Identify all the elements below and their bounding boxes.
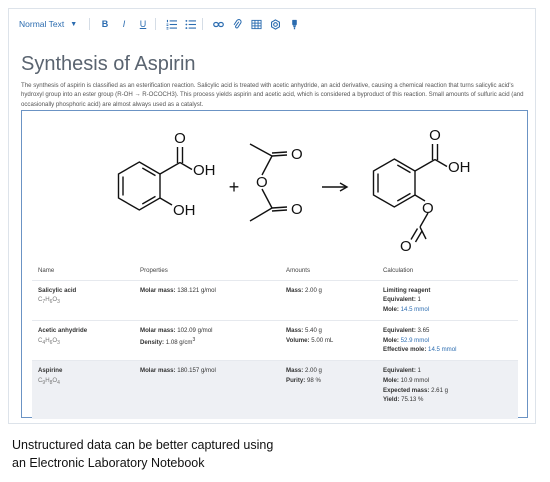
chevron-down-icon: ▼ [70,20,78,28]
amounts-value: 5.00 mL [309,336,334,344]
table-row[interactable] [32,361,518,419]
calculation-key: Expected mass: [383,386,430,394]
aspirin-ester-carbonyl-o-label: O [400,238,412,255]
calculation-line [383,305,512,315]
amounts-key: Mass: [286,286,304,294]
row-1-name-cell [32,280,134,320]
caption-line-2: an Electronic Laboratory Notebook [12,456,205,471]
insert-marker-button[interactable] [286,16,302,32]
marker-pen-icon [289,19,300,30]
calculation-line [383,395,512,405]
attach-file-button[interactable] [229,16,245,32]
calculation-key: Equivalent: [383,296,416,304]
page-title: Synthesis of Aspirin [21,53,196,75]
bold-button[interactable]: B [101,19,109,29]
paperclip-icon [232,19,243,30]
toolbar-divider [89,18,90,30]
calculation-key: Effective mole: [383,346,427,354]
editor-toolbar [9,9,535,39]
reaction-arrow [322,183,347,191]
amounts-value: 98 % [305,376,321,384]
reaction-block[interactable] [21,110,528,418]
reaction-scheme [22,111,527,261]
reagent-formula: $C_7H_6O_3$ [38,296,60,306]
phenol-oh-label: OH [173,202,196,219]
acid-oh-label: OH [193,162,216,179]
notebook-editor [8,8,536,424]
row-1-properties-cell [134,280,280,320]
amounts-key: Mass: [286,367,304,374]
acetic-anhydride-structure [250,144,303,221]
col-header-amounts: Amounts [286,267,311,275]
row-2-properties-cell [134,320,280,360]
bullet-list-icon [185,19,196,30]
calculation-line [383,345,512,355]
figure-caption [12,436,273,472]
reagent-name: Acetic anhydride [38,326,88,334]
row-2-amounts-cell [280,320,377,360]
row-2-name-cell [32,320,134,360]
properties-value: 180.157 g/mol [175,367,216,374]
row-3-properties-cell [134,361,280,419]
calculation-key: Yield: [383,396,400,404]
amounts-value: 5.40 g [303,326,322,334]
calculation-value: 1 [415,367,421,374]
amounts-line [286,376,371,386]
table-icon [251,19,262,30]
row-3-name-cell [32,361,134,419]
table-header-row [32,262,518,280]
numbered-list-icon [166,19,177,30]
hexagon-molecule-icon [270,19,281,30]
anhydride-o-top-label: O [291,146,303,163]
properties-key: Molar mass: [140,367,176,374]
calculation-value[interactable]: 14.5 mmol [426,346,457,354]
aspirin-ester-o-label: O [422,200,434,217]
caption-line-1: Unstructured data can be better captured using [12,438,274,452]
salicylic-acid-structure [119,130,216,219]
italic-button[interactable]: I [122,19,126,29]
aspirin-structure [374,127,471,255]
amounts-key: Mass: [286,326,304,334]
table-row[interactable] [32,320,518,360]
text-style-label: Normal Text [19,19,65,29]
properties-line [140,336,274,348]
row-2-calculation-cell [377,320,518,360]
properties-value: 1.08 $g/cm^3$ [164,336,196,346]
reagent-table [32,262,518,419]
properties-key: Molar mass: [140,286,176,294]
calculation-key: Mole: [383,376,399,384]
aspirin-carbonyl-o-label: O [429,127,441,144]
calculation-line [383,326,512,336]
calculation-value: 75.13 % [399,396,424,404]
insert-link-button[interactable] [210,16,226,32]
calculation-key: Mole: [383,336,399,344]
properties-key: Molar mass: [140,326,176,334]
row-3-calculation-cell [377,361,518,419]
properties-line [140,366,274,376]
calculation-line [383,286,512,296]
plus-sign: + [228,177,240,197]
col-header-name: Name [38,267,55,275]
amounts-value: 2.00 g [303,367,322,374]
bullet-list-button[interactable] [182,16,198,32]
intro-paragraph: The synthesis of aspirin is classified as an esterification reaction. Salicylic acid is treated with acetic anhydride, an acid derivative, causing a chemical reaction that turns salicylic acid's hydroxyl group into an ester group (R-OH → R-OCOCH3). This process yields aspirin and acetic acid, which is considered a byproduct of this reaction. Small amounts of sulfuric acid (and occasionally phosphoric acid) are almost always used as a catalyst. [21,82,524,108]
row-1-calculation-cell [377,280,518,320]
insert-table-button[interactable] [248,16,264,32]
calculation-value[interactable]: 52.9 mmol [398,336,430,344]
carbonyl-o-label: O [174,130,186,147]
calculation-key: Equivalent: [383,367,416,374]
reagent-formula: $C_4H_6O_3$ [38,336,60,346]
amounts-line [286,366,371,376]
anhydride-o-bottom-label: O [291,201,303,218]
aspirin-oh-label: OH [448,159,471,176]
row-1-amounts-cell [280,280,377,320]
calculation-value: 10.9 mmol [398,376,430,384]
col-header-properties: Properties [140,267,168,275]
calculation-value: 1 [415,296,421,304]
calculation-key: Equivalent: [383,326,416,334]
amounts-line [286,336,371,346]
calculation-line [383,295,512,305]
calculation-value: 2.61 g [429,386,449,394]
table-row[interactable] [32,280,518,320]
properties-line [140,326,274,336]
text-style-select[interactable] [19,19,85,29]
calculation-key: Mole: [383,306,399,313]
properties-value: 138.121 g/mol [175,286,216,294]
amounts-key: Purity: [286,376,306,384]
properties-value: 102.09 g/mol [175,326,213,334]
calculation-key: Limiting reagent [383,286,431,294]
underline-button[interactable]: U [139,19,147,29]
toolbar-divider [202,18,203,30]
reagent-name: Salicylic acid [38,286,77,294]
toolbar-divider [155,18,156,30]
numbered-list-button[interactable] [163,16,179,32]
col-header-calculation: Calculation [383,267,414,275]
amounts-key: Volume: [286,336,310,344]
properties-key: Density: [140,338,165,346]
amounts-line [286,286,371,296]
calculation-line [383,336,512,346]
row-3-amounts-cell [280,361,377,419]
calculation-line [383,386,512,396]
properties-line [140,286,274,296]
calculation-line [383,376,512,386]
amounts-line [286,326,371,336]
calculation-value: 3.65 [415,326,430,334]
anhydride-o-bridge-label: O [256,174,268,191]
calculation-value[interactable]: 14.5 mmol [398,306,430,313]
reagent-name: Aspirine [38,367,63,374]
insert-molecule-button[interactable] [267,16,283,32]
amounts-value: 2.00 g [303,286,322,294]
calculation-line [383,366,512,376]
link-icon [213,19,224,30]
reagent-formula: $C_9H_8O_4$ [38,376,60,386]
